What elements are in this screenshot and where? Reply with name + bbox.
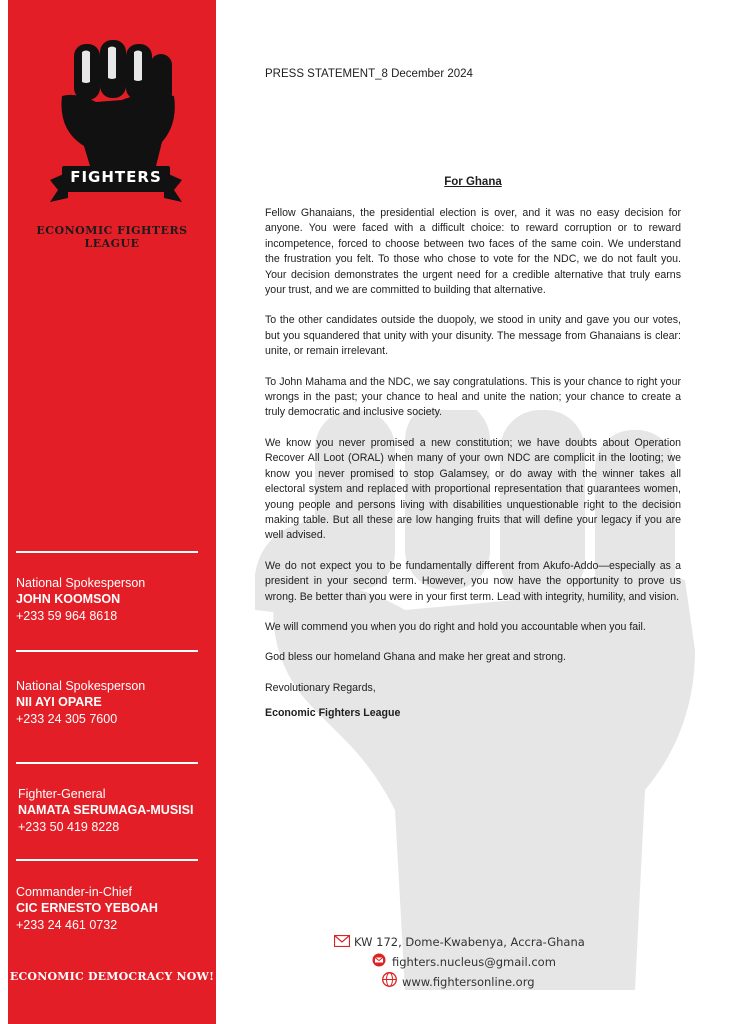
contact-phone[interactable]: +233 24 461 0732 [16,918,118,932]
contact-name: NII AYI OPARE [16,695,102,709]
paragraph: We will commend you when you do right and hold you accountable when you fail. [265,620,646,633]
statement-date: PRESS STATEMENT_8 December 2024 [265,68,473,80]
footer-address: KW 172, Dome-Kwabenya, Accra-Ghana [354,935,585,949]
contact-role: Commander-in-Chief [16,885,133,899]
globe-icon [382,972,398,993]
paragraph: To John Mahama and the NDC, we say congratulations. This is your chance to right your wrongs in the past; your chance to heal and unite the nation; your chance to create a truly democratic and inclusive society. [265,375,681,419]
contact-spokesperson-2 [16,678,145,727]
contact-name: CIC ERNESTO YEBOAH [16,901,158,915]
contact-spokesperson-1 [16,575,145,624]
contact-commander-in-chief [16,884,158,933]
divider [16,551,198,553]
paragraph: We know you never promised a new constitution; we have doubts about Operation Recover All Loot (ORAL) when many of your own NDC are complicit in the looting; we know you never promised to stop Galamsey, or do away with the winner takes all electoral system and replaced with proportional representation that guarantees women, young people and persons living with disabilities unquestionable right to the decision making table. But all these are low hanging fruits that will define your legacy if you are well advised. [265,436,681,542]
paragraph: Fellow Ghanaians, the presidential election is over, and it was no easy decision for anyone. You were faced with a difficult choice: to reward corruption or to reward incompetence, forced to choose between two faces of the same coin. We understand the frustration you felt. To those who chose to vote for the NDC, we do not fault you. Your decision demonstrates the urgent need for a credible alternative that truly earns your trust, and we are committed to building that alternative. [265,207,681,297]
divider [16,650,198,652]
paragraph: Revolutionary Regards, [265,681,376,694]
contact-role: National Spokesperson [16,576,146,590]
footer-contact [334,932,585,992]
paragraph: God bless our homeland Ghana and make her great and strong. [265,651,566,664]
footer-website[interactable]: www.fightersonline.org [402,975,535,989]
sidebar [8,0,216,1024]
logo-wordmark: FIGHTERS [70,168,162,186]
letter-title: For Ghana [444,176,502,188]
org-name: ECONOMIC FIGHTERS LEAGUE [36,224,188,250]
footer-address-line [334,932,585,952]
divider [16,859,198,861]
envelope-icon [334,933,350,953]
contact-role: National Spokesperson [16,679,146,693]
contact-name: NAMATA SERUMAGA-MUSISI [18,803,194,817]
letter-body [265,206,681,737]
divider [16,762,198,764]
footer-email[interactable]: fighters.nucleus@gmail.com [392,955,556,969]
slogan: ECONOMIC DEMOCRACY NOW! [9,970,215,983]
contact-phone[interactable]: +233 24 305 7600 [16,712,118,726]
footer-email-line [334,952,585,972]
contact-fighter-general [18,786,193,835]
footer-website-line [334,972,585,992]
contact-role: Fighter-General [18,787,106,801]
email-icon [372,953,388,973]
contact-name: JOHN KOOMSON [16,592,121,606]
signature: Economic Fighters League [265,707,401,720]
contact-phone[interactable]: +233 59 964 8618 [16,609,118,623]
contact-phone[interactable]: +233 50 419 8228 [18,820,120,834]
paragraph: We do not expect you to be fundamentally different from Akufo-Addo—especially as a president in your second term. However, you now have the opportunity to prove us wrong. Be better than you were in your first term. Lead with integrity, humility, and vision. [265,559,681,603]
paragraph: To the other candidates outside the duopoly, we stood in unity and gave you our votes, but you squandered that unity with your disunity. The message from Ghanaians is clear: unite, or remain irrelevant. [265,314,681,358]
